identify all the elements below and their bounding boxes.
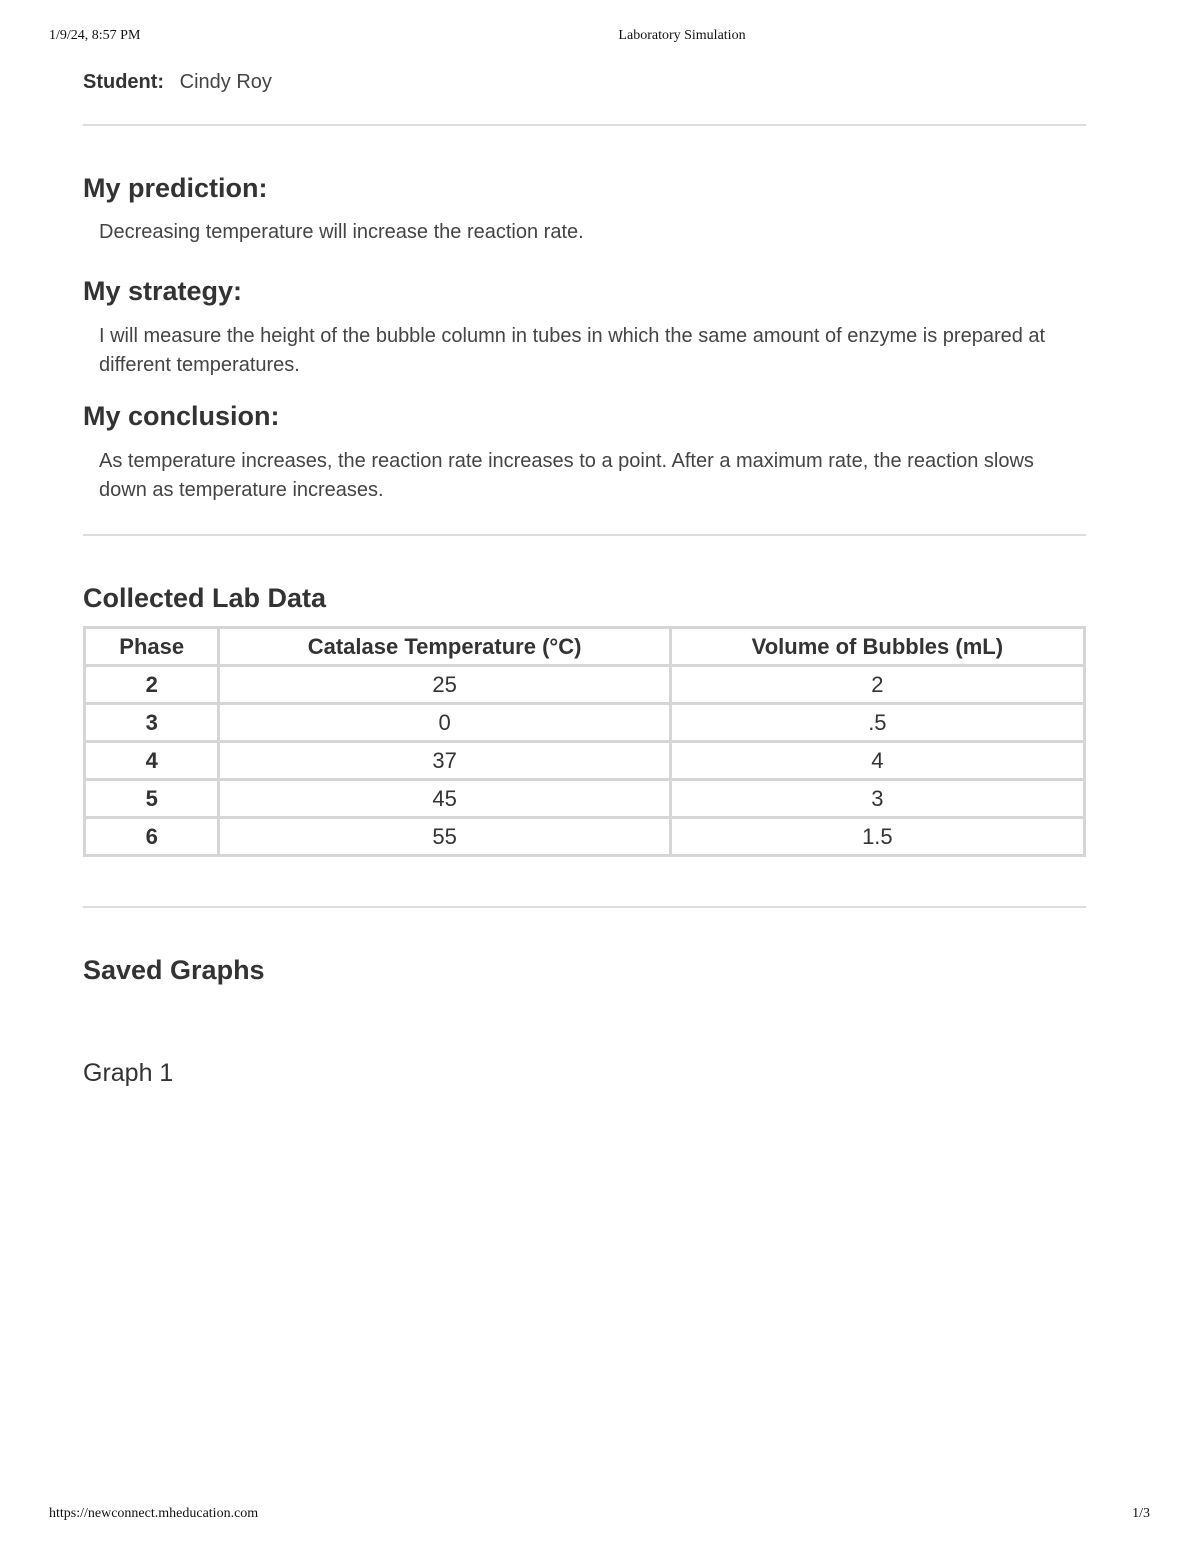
lab-data-table	[83, 626, 1086, 857]
divider	[83, 906, 1086, 908]
phase-cell: 2	[85, 666, 219, 704]
print-url: https://newconnect.mheducation.com	[49, 1506, 259, 1521]
print-footer	[0, 1506, 1200, 1526]
print-page-title: Laboratory Simulation	[618, 28, 746, 43]
temperature-cell: 37	[219, 742, 670, 780]
student-label: Student:	[83, 71, 165, 93]
table-row	[85, 818, 1085, 856]
report-content	[83, 66, 1086, 1090]
print-header	[0, 28, 1200, 48]
strategy-title: My strategy:	[83, 276, 243, 306]
phase-cell: 5	[85, 780, 219, 818]
table-row	[85, 742, 1085, 780]
table-row	[85, 666, 1085, 704]
temperature-cell: 0	[219, 704, 670, 742]
header-volume: Volume of Bubbles (mL)	[670, 628, 1084, 666]
lab-data-title: Collected Lab Data	[83, 583, 327, 613]
volume-cell: 1.5	[670, 818, 1084, 856]
divider	[83, 534, 1086, 536]
temperature-cell: 45	[219, 780, 670, 818]
header-temperature: Catalase Temperature (°C)	[219, 628, 670, 666]
header-phase: Phase	[85, 628, 219, 666]
volume-cell: .5	[670, 704, 1084, 742]
print-page-number: 1/3	[1132, 1506, 1150, 1521]
table-header-row	[85, 628, 1085, 666]
print-datetime: 1/9/24, 8:57 PM	[49, 28, 141, 43]
saved-graphs-title: Saved Graphs	[83, 955, 265, 985]
conclusion-text: As temperature increases, the reaction rate increases to a point. After a maximum rate, the reaction slows down as temperature increases.	[99, 450, 1034, 501]
volume-cell: 2	[670, 666, 1084, 704]
student-name: Cindy Roy	[179, 71, 272, 93]
table-row	[85, 780, 1085, 818]
phase-cell: 6	[85, 818, 219, 856]
graph-label: Graph 1	[83, 1059, 174, 1087]
phase-cell: 3	[85, 704, 219, 742]
volume-cell: 4	[670, 742, 1084, 780]
student-line	[83, 66, 1086, 98]
conclusion-title: My conclusion:	[83, 401, 280, 431]
temperature-cell: 25	[219, 666, 670, 704]
volume-cell: 3	[670, 780, 1084, 818]
divider	[83, 124, 1086, 126]
phase-cell: 4	[85, 742, 219, 780]
prediction-title: My prediction:	[83, 173, 268, 203]
strategy-text: I will measure the height of the bubble column in tubes in which the same amount of enzyme is prepared at different temperatures.	[99, 325, 1046, 376]
temperature-cell: 55	[219, 818, 670, 856]
table-row	[85, 704, 1085, 742]
prediction-text: Decreasing temperature will increase the reaction rate.	[99, 221, 584, 243]
